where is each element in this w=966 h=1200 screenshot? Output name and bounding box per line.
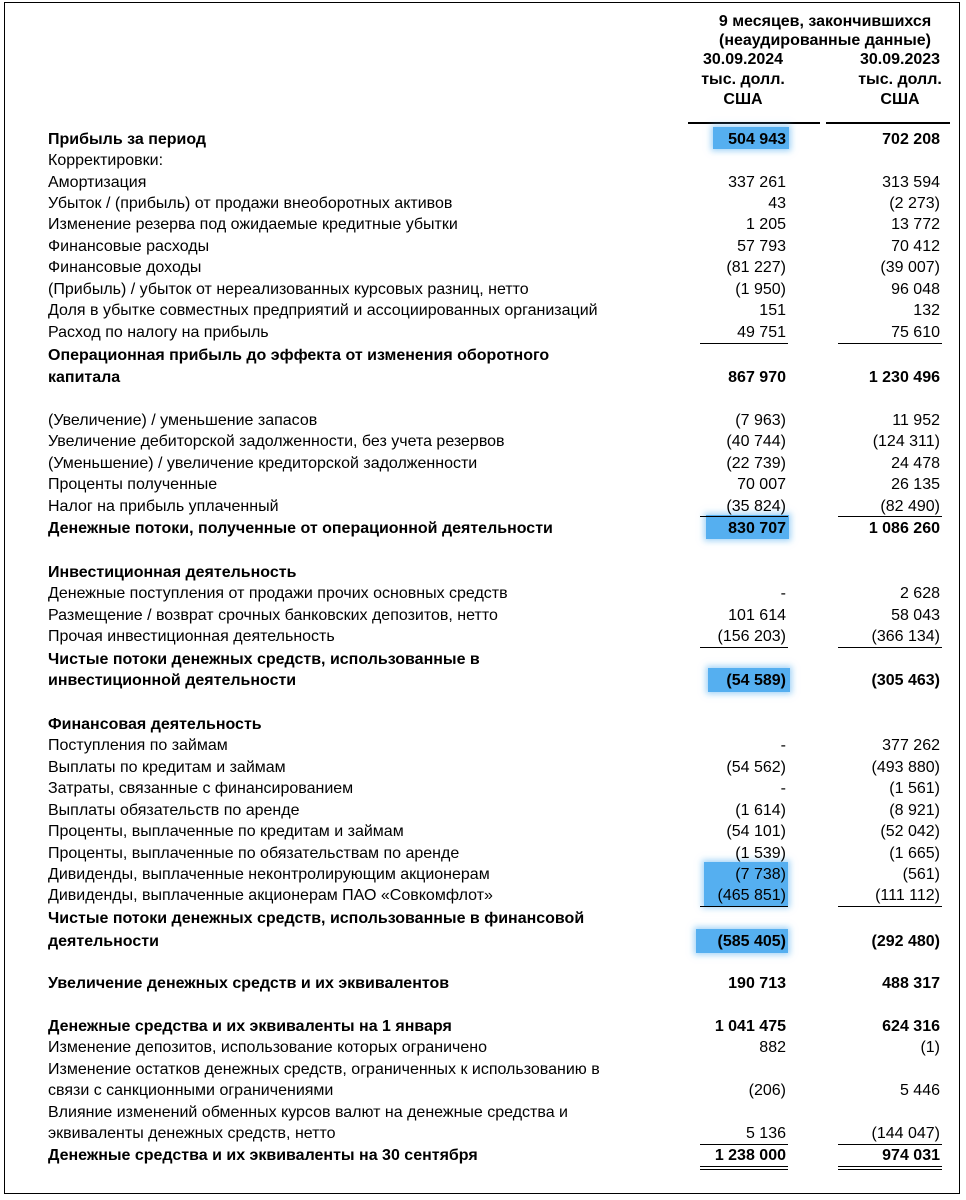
row-label: Операционная прибыль до эффекта от изменения оборотного	[48, 347, 550, 364]
row-value-2023: 624 316	[882, 1018, 940, 1035]
row-value-2024: 5 136	[745, 1125, 786, 1142]
row-label: связи с санкционными ограничениями	[48, 1082, 334, 1099]
row-label: Проценты, выплаченные по обязательствам по аренде	[48, 845, 460, 862]
row-value-2024: (465 851)	[717, 887, 786, 904]
subtotal-rule-col1	[700, 906, 788, 907]
row-value-2023: (144 047)	[871, 1125, 940, 1142]
row-label: Выплаты обязательств по аренде	[48, 802, 300, 819]
row-value-2023: 70 412	[891, 238, 940, 255]
row-value-2024: (35 824)	[726, 498, 786, 515]
row-value-2023: (561)	[902, 866, 940, 883]
row-label: Расход по налогу на прибыль	[48, 324, 269, 341]
period-line-2: (неаудированные данные)	[719, 32, 931, 49]
row-value-2023: 488 317	[882, 975, 940, 992]
table-row	[0, 257, 966, 278]
row-value-2023: 1 230 496	[868, 369, 940, 386]
row-financing-heading	[0, 908, 966, 929]
header-rule-col2	[826, 122, 950, 124]
table-row	[0, 300, 966, 321]
table-row	[0, 605, 966, 626]
row-value-2023: (366 134)	[871, 628, 940, 645]
row-value-2023: (1 665)	[889, 845, 940, 862]
row-operating-profit-heading	[0, 345, 966, 366]
row-label: Денежные средства и их эквиваленты на 1 января	[48, 1018, 452, 1035]
row-value-2024: 70 007	[737, 476, 786, 493]
table-row	[0, 1059, 966, 1080]
table-row	[0, 583, 966, 604]
col2-header	[846, 50, 954, 110]
row-value-2023: (52 042)	[880, 823, 940, 840]
total-double-rule-col2	[838, 1166, 942, 1170]
row-operating-cashflow	[0, 518, 966, 539]
table-row	[0, 800, 966, 821]
row-value-2023: 132	[913, 302, 940, 319]
row-value-2023: 974 031	[882, 1147, 940, 1164]
table-row	[0, 322, 966, 343]
table-row	[0, 864, 966, 885]
row-value-2023: (292 480)	[871, 933, 940, 950]
row-value-2024: (81 227)	[726, 259, 786, 276]
table-row	[0, 1102, 966, 1123]
header-rule-col1	[688, 122, 820, 124]
table-row	[0, 1037, 966, 1058]
row-value-2024: (156 203)	[717, 628, 786, 645]
row-label: Чистые потоки денежных средств, использованные в	[48, 651, 480, 668]
table-row	[0, 757, 966, 778]
row-value-2024: 504 943	[728, 131, 786, 148]
row-label: Прочая инвестиционная деятельность	[48, 628, 335, 645]
row-cash-jan1	[0, 1016, 966, 1037]
col1-header	[690, 50, 796, 110]
row-value-2024: 49 751	[737, 324, 786, 341]
row-value-2024: (1 539)	[735, 845, 786, 862]
row-value-2024: 1 205	[745, 216, 786, 233]
row-value-2024: 882	[759, 1039, 786, 1056]
row-label: Проценты полученные	[48, 476, 218, 493]
row-value-2023: 1 086 260	[868, 520, 940, 537]
row-label: Затраты, связанные с финансированием	[48, 780, 354, 797]
row-label: Дивиденды, выплаченные неконтролирующим акционерам	[48, 866, 490, 883]
row-value-2024: 337 261	[728, 174, 786, 191]
row-label: Изменение депозитов, использование которых ограничено	[48, 1039, 488, 1056]
row-label: Дивиденды, выплаченные акционерам ПАО «Совкомфлот»	[48, 887, 493, 904]
subtotal-rule-col1	[700, 647, 788, 648]
table-row	[0, 885, 966, 906]
table-row	[0, 193, 966, 214]
row-value-2023: (2 273)	[889, 195, 940, 212]
col2-date: 30.09.2023	[859, 51, 941, 68]
table-row	[0, 1123, 966, 1144]
row-label: Чистые потоки денежных средств, использованные в финансовой	[48, 910, 585, 927]
row-value-2024: 830 707	[728, 520, 786, 537]
subtotal-rule-col2	[838, 906, 942, 907]
row-value-2024: (7 963)	[735, 412, 786, 429]
row-value-2024: 1 041 475	[714, 1018, 786, 1035]
row-value-2024: (1 950)	[735, 281, 786, 298]
row-label: инвестиционной деятельности	[48, 672, 297, 689]
period-line-1: 9 месяцев, закончившихся	[718, 13, 932, 30]
row-value-2023: 702 208	[882, 131, 940, 148]
row-value-2024: -	[780, 737, 786, 754]
row-value-2024: 867 970	[728, 369, 786, 386]
row-value-2023: 13 772	[891, 216, 940, 233]
row-label: Финансовые расходы	[48, 238, 210, 255]
row-label: Поступления по займам	[48, 737, 228, 754]
row-value-2024: 43	[768, 195, 786, 212]
row-value-2024: (22 739)	[726, 455, 786, 472]
subtotal-rule-col1	[700, 343, 788, 344]
row-value-2023: 96 048	[891, 281, 940, 298]
table-row	[0, 778, 966, 799]
row-value-2023: (82 490)	[880, 498, 940, 515]
row-value-2023: 26 135	[891, 476, 940, 493]
row-label: Выплаты по кредитам и займам	[48, 759, 286, 776]
row-value-2023: 58 043	[891, 607, 940, 624]
row-label: капитала	[48, 369, 121, 386]
row-value-2023: (1)	[920, 1039, 940, 1056]
section-financing	[0, 714, 966, 735]
col2-unit-1: тыс. долл.	[858, 71, 942, 88]
row-label: Доля в убытке совместных предприятий и ассоциированных организаций	[48, 302, 598, 319]
row-value-2023: 5 446	[899, 1082, 940, 1099]
row-operating-profit	[0, 367, 966, 388]
row-value-2024: (54 589)	[726, 672, 786, 689]
row-label: Убыток / (прибыль) от продажи внеоборотных активов	[48, 195, 453, 212]
row-value-2023: (111 112)	[875, 887, 940, 904]
row-profit	[0, 129, 966, 150]
row-investing-cashflow	[0, 670, 966, 691]
row-label: Амортизация	[48, 174, 147, 191]
col1-unit-2: США	[723, 91, 763, 108]
row-value-2023: 11 952	[892, 412, 940, 429]
row-label: Увеличение денежных средств и их эквивалентов	[48, 975, 450, 992]
row-label: Денежные средства и их эквиваленты на 30 сентября	[48, 1147, 478, 1164]
subtotal-rule-col1	[700, 516, 788, 517]
row-label: эквиваленты денежных средств, нетто	[48, 1125, 336, 1142]
row-label: Финансовая деятельность	[48, 716, 262, 733]
col2-unit-2: США	[880, 91, 920, 108]
row-label: Финансовые доходы	[48, 259, 202, 276]
row-investing-heading	[0, 649, 966, 670]
row-value-2024: 190 713	[728, 975, 786, 992]
row-value-2024: 57 793	[737, 238, 786, 255]
table-row	[0, 410, 966, 431]
row-label: Увеличение дебиторской задолженности, без учета резервов	[48, 433, 505, 450]
row-value-2024: 101 614	[728, 607, 786, 624]
row-label: Корректировки:	[48, 152, 164, 169]
row-label: Размещение / возврат срочных банковских депозитов, нетто	[48, 607, 498, 624]
row-value-2023: (1 561)	[889, 780, 940, 797]
row-value-2023: (39 007)	[880, 259, 940, 276]
row-adjustments	[0, 150, 966, 171]
row-value-2023: 75 610	[891, 324, 940, 341]
row-value-2024: 151	[759, 302, 786, 319]
row-label: Проценты, выплаченные по кредитам и займам	[48, 823, 404, 840]
subtotal-rule-col2	[838, 647, 942, 648]
row-value-2023: (124 311)	[872, 433, 940, 450]
table-row	[0, 735, 966, 756]
row-label: Влияние изменений обменных курсов валют на денежные средства и	[48, 1104, 568, 1121]
row-value-2024: (54 562)	[726, 759, 786, 776]
col1-date: 30.09.2024	[702, 51, 784, 68]
row-value-2024: -	[780, 780, 786, 797]
table-row	[0, 279, 966, 300]
section-investing	[0, 562, 966, 583]
row-value-2024: -	[780, 585, 786, 602]
table-row	[0, 496, 966, 517]
table-row	[0, 843, 966, 864]
row-value-2024: (40 744)	[726, 433, 786, 450]
row-value-2024: (585 405)	[717, 933, 786, 950]
row-value-2024: (54 101)	[726, 823, 786, 840]
row-label: (Увеличение) / уменьшение запасов	[48, 412, 318, 429]
row-label: Изменение остатков денежных средств, ограниченных к использованию в	[48, 1061, 600, 1078]
row-cash-increase	[0, 973, 966, 994]
row-value-2023: 24 478	[891, 455, 940, 472]
row-label: деятельности	[48, 933, 159, 950]
row-label: Изменение резерва под ожидаемые кредитные убытки	[48, 216, 458, 233]
row-label: Денежные поступления от продажи прочих основных средств	[48, 585, 508, 602]
table-row	[0, 236, 966, 257]
row-value-2023: (305 463)	[871, 672, 940, 689]
table-row	[0, 1080, 966, 1101]
period-header	[690, 12, 960, 50]
table-row	[0, 821, 966, 842]
row-value-2023: 2 628	[899, 585, 940, 602]
table-row	[0, 453, 966, 474]
row-label: Инвестиционная деятельность	[48, 564, 297, 581]
row-value-2023: (8 921)	[889, 802, 940, 819]
total-double-rule-col1	[700, 1166, 788, 1170]
row-value-2023: 313 594	[882, 174, 940, 191]
table-row	[0, 431, 966, 452]
row-financing-cashflow	[0, 931, 966, 952]
row-value-2023: 377 262	[882, 737, 940, 754]
table-row	[0, 214, 966, 235]
row-value-2023: (493 880)	[871, 759, 940, 776]
subtotal-rule-col2	[838, 343, 942, 344]
col1-unit-1: тыс. долл.	[701, 71, 785, 88]
row-value-2024: (7 738)	[735, 866, 786, 883]
table-row	[0, 474, 966, 495]
row-label: Денежные потоки, полученные от операционной деятельности	[48, 520, 553, 537]
row-label: Налог на прибыль уплаченный	[48, 498, 279, 515]
row-value-2024: (206)	[748, 1082, 786, 1099]
row-value-2024: (1 614)	[735, 802, 786, 819]
row-value-2024: 1 238 000	[714, 1147, 786, 1164]
table-row	[0, 626, 966, 647]
row-label: Прибыль за период	[48, 131, 207, 148]
row-label: (Прибыль) / убыток от нереализованных курсовых разниц, нетто	[48, 281, 529, 298]
row-label: (Уменьшение) / увеличение кредиторской задолженности	[48, 455, 478, 472]
row-cash-sep30	[0, 1145, 966, 1166]
table-row	[0, 172, 966, 193]
subtotal-rule-col2	[838, 516, 942, 517]
